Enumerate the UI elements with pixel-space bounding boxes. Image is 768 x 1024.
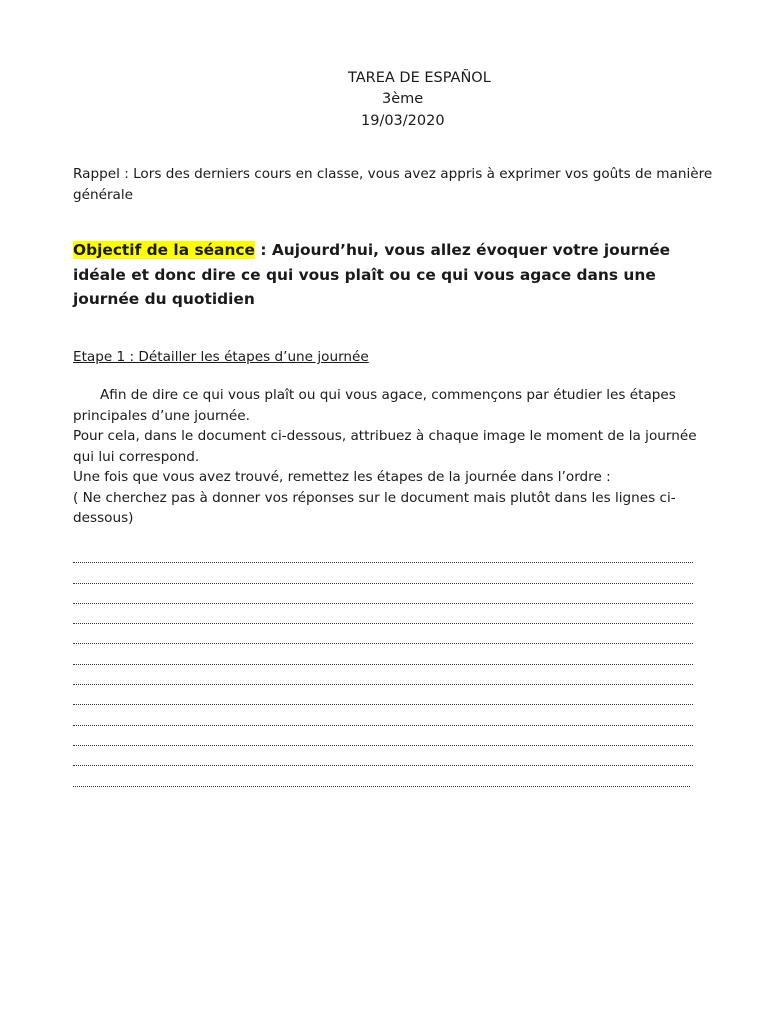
answer-line — [73, 628, 693, 648]
document-title: TAREA DE ESPAÑOL — [348, 70, 491, 86]
dotted-rule — [73, 643, 693, 644]
dotted-rule — [73, 704, 693, 705]
dotted-rule — [73, 684, 693, 685]
instruction-paragraph-3: Une fois que vous avez trouvé, remettez les étapes de la journée dans l’ordre : — [73, 469, 611, 485]
step1-heading: Etape 1 : Détailler les étapes d’une journée — [73, 349, 369, 365]
answer-line — [73, 648, 693, 668]
answer-line — [73, 689, 693, 709]
instruction-paragraph-2: Pour cela, dans le document ci-dessous, attribuez à chaque image le moment de la journée qui lui correspond. — [73, 428, 697, 465]
grade-level: 3ème — [382, 91, 424, 107]
answer-lines — [73, 547, 693, 791]
objective-paragraph — [73, 238, 713, 312]
answer-line — [73, 608, 693, 628]
objective-label: Objectif de la séance — [73, 241, 255, 259]
step1-instructions — [73, 385, 703, 529]
dotted-rule — [73, 745, 693, 746]
dotted-rule — [73, 664, 693, 665]
dotted-rule — [73, 603, 693, 604]
answer-line — [73, 730, 693, 750]
dotted-rule — [73, 765, 693, 766]
dotted-rule — [73, 786, 690, 787]
answer-line — [73, 547, 693, 567]
instruction-paragraph-1: Afin de dire ce qui vous plaît ou qui vous agace, commençons par étudier les étapes principales d’une journée. — [73, 387, 676, 424]
answer-line — [73, 750, 693, 770]
instruction-paragraph-4: ( Ne cherchez pas à donner vos réponses sur le document mais plutôt dans les lignes ci-dessous) — [73, 489, 676, 526]
objective-text: : Aujourd’hui, vous allez évoquer votre journée idéale et donc dire ce qui vous plaît ou ce qui vous agace dans une journée du quotidien — [73, 241, 671, 308]
dotted-rule — [73, 725, 693, 726]
dotted-rule — [73, 583, 693, 584]
answer-line — [73, 709, 693, 729]
answer-line — [73, 588, 693, 608]
dotted-rule — [73, 623, 693, 624]
answer-line — [73, 770, 693, 790]
answer-line — [73, 567, 693, 587]
rappel-paragraph: Rappel : Lors des derniers cours en classe, vous avez appris à exprimer vos goûts de manière générale — [73, 166, 713, 203]
dotted-rule — [73, 562, 693, 563]
answer-line — [73, 669, 693, 689]
document-date: 19/03/2020 — [361, 113, 445, 129]
